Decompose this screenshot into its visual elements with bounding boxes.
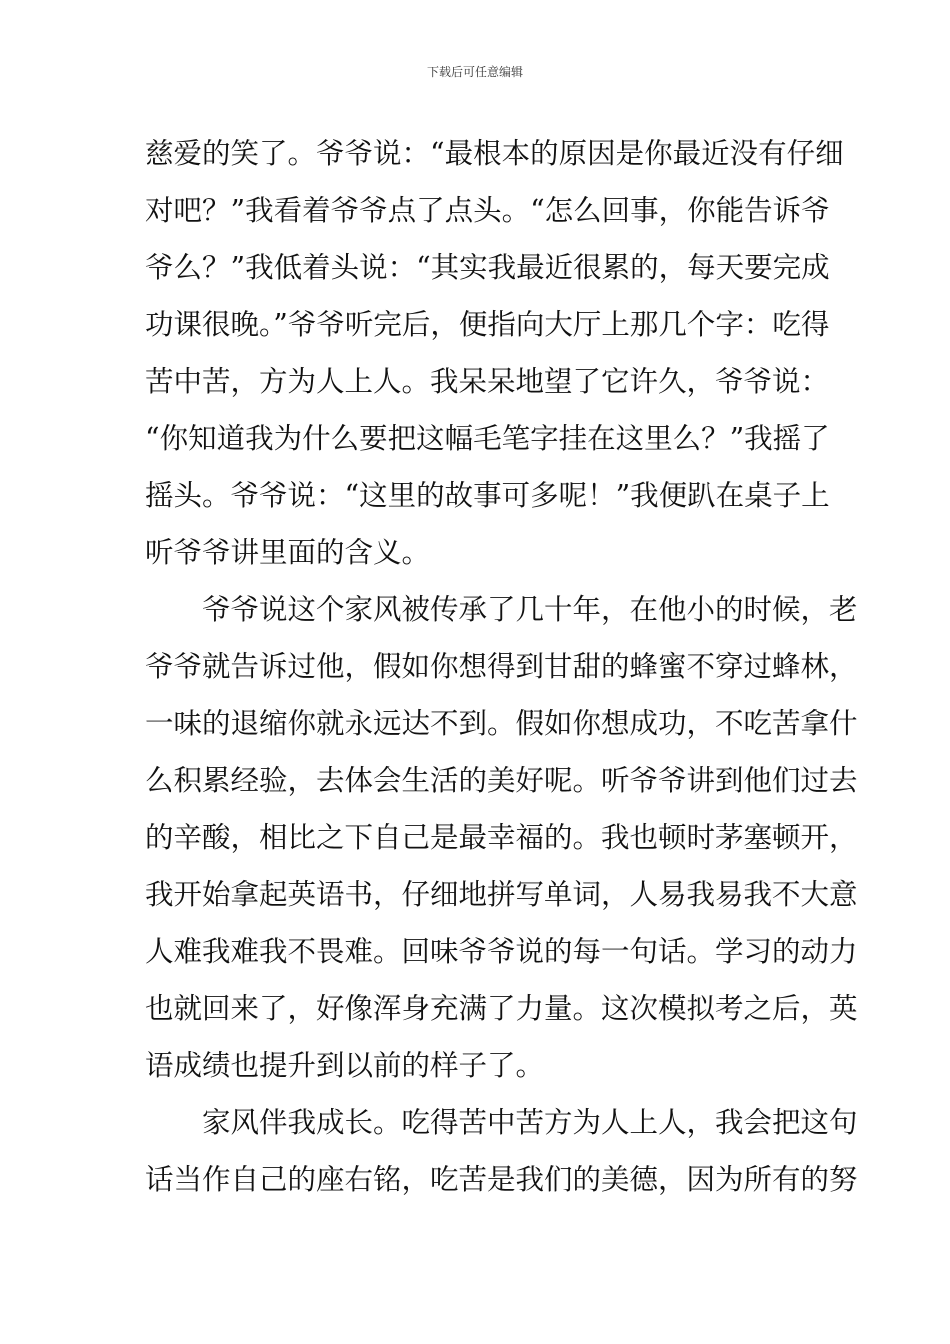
text-line: 爷爷就告诉过他，假如你想得到甘甜的蜂蜜不穿过蜂林， [145,650,858,683]
text-line: 爷爷说这个家风被传承了几十年，在他小的时候，老 [202,593,858,626]
text-line: 苦中苦，方为人上人。我呆呆地望了它许久，爷爷说： [145,365,830,398]
text-line: 一味的退缩你就永远达不到。假如你想成功，不吃苦拿什 [145,707,858,740]
text-line: 语成绩也提升到以前的样子了。 [145,1049,545,1082]
text-line: 爷么？”我低着头说：“其实我最近很累的，每天要完成 [145,251,830,284]
text-line: 对吧？”我看着爷爷点了点头。“怎么回事，你能告诉爷 [145,194,830,227]
page-header: 下载后可任意编辑 [426,65,523,79]
text-line: 话当作自己的座右铭，吃苦是我们的美德，因为所有的努 [145,1163,858,1196]
text-line: 摇头。爷爷说：“这里的故事可多呢！”我便趴在桌子上 [145,479,830,512]
text-line: 么积累经验，去体会生活的美好呢。听爷爷讲到他们过去 [145,764,858,797]
text-line: 的辛酸，相比之下自己是最幸福的。我也顿时茅塞顿开， [145,821,858,854]
text-line: 人难我难我不畏难。回味爷爷说的每一句话。学习的动力 [145,935,858,968]
text-line: 慈爱的笑了。爷爷说：“最根本的原因是你最近没有仔细 [145,137,844,170]
text-line: 功课很晚。”爷爷听完后，便指向大厅上那几个字：吃得 [145,308,830,341]
text-line: 也就回来了，好像浑身充满了力量。这次模拟考之后，英 [145,992,858,1025]
text-line: 我开始拿起英语书，仔细地拼写单词，人易我易我不大意 [145,878,858,911]
text-line: “你知道我为什么要把这幅毛笔字挂在这里么？”我摇了 [145,422,830,455]
body-text [145,131,858,1214]
text-line: 家风伴我成长。吃得苦中苦方为人上人，我会把这句 [202,1106,858,1139]
text-line: 听爷爷讲里面的含义。 [145,536,431,569]
